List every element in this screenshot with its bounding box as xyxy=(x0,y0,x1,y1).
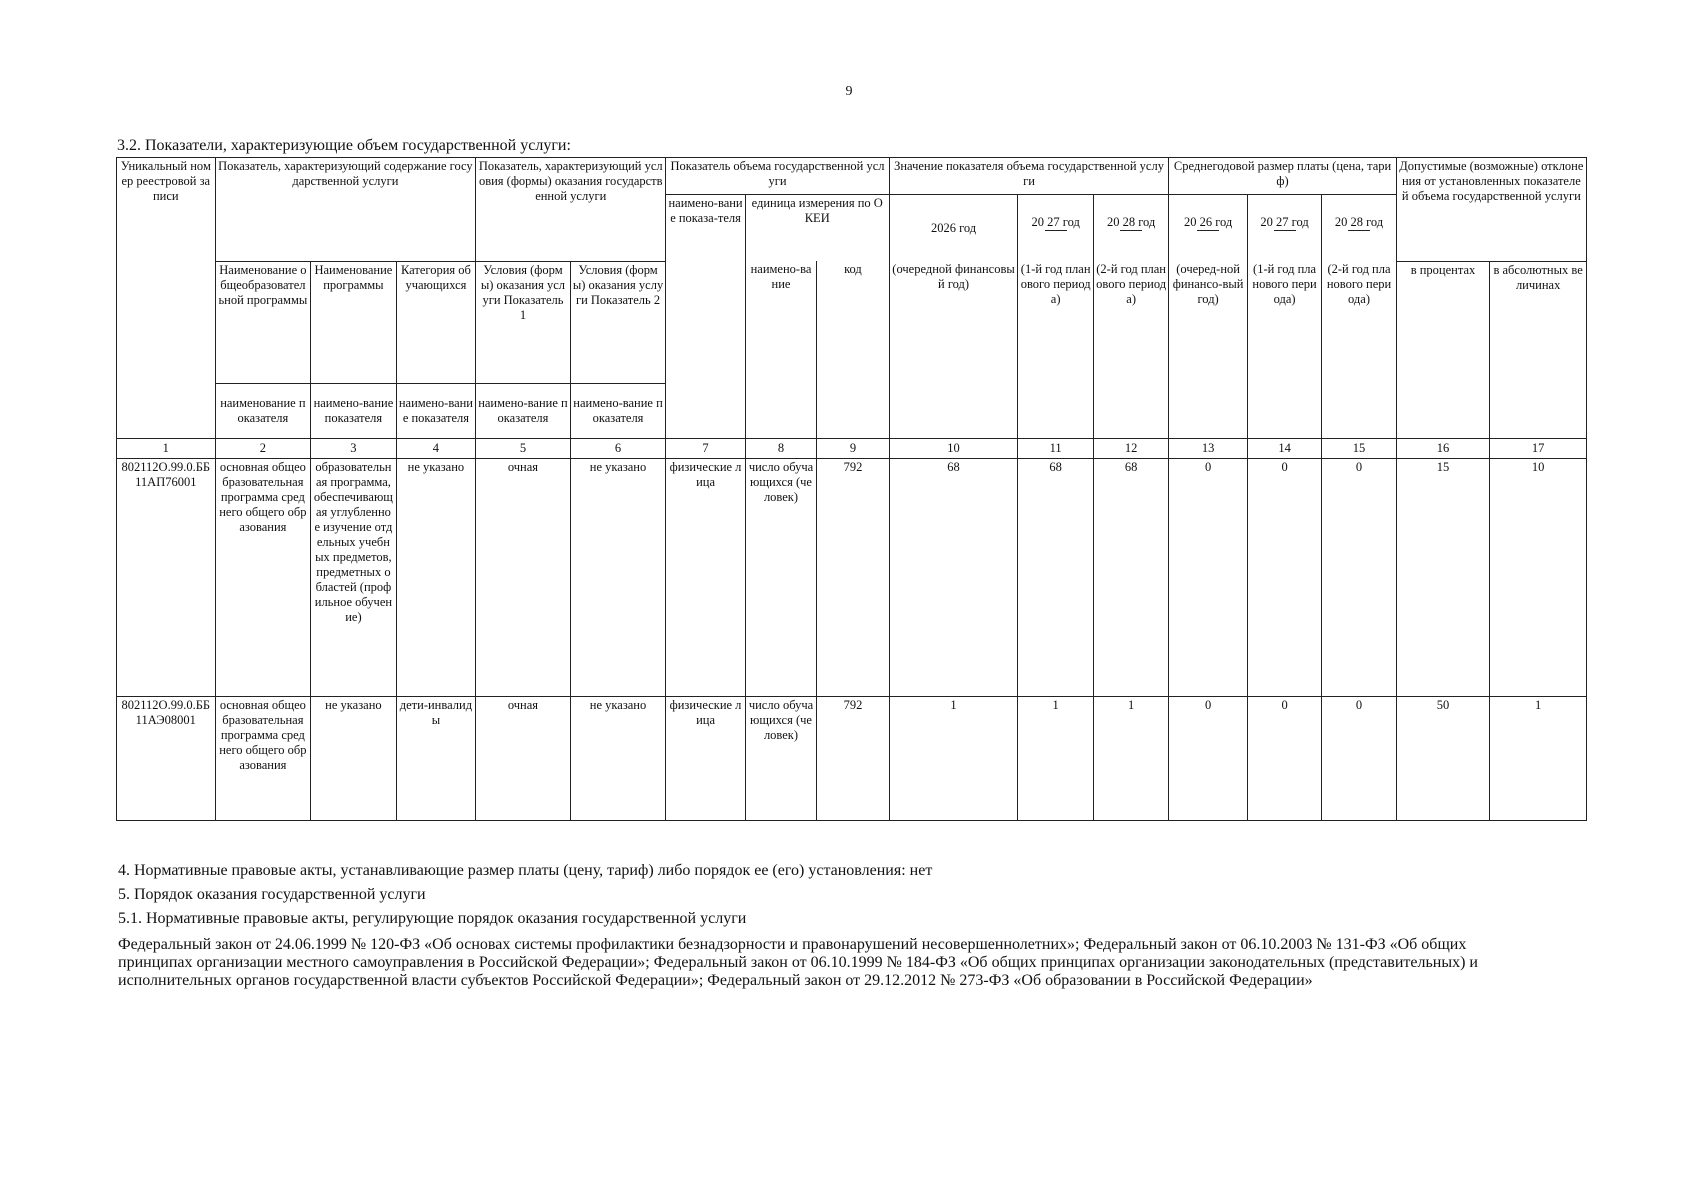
header-fee-plan-2: (2-й год планового периода) xyxy=(1322,261,1396,438)
row-deviation-percent: 15 xyxy=(1396,458,1490,696)
column-number: 14 xyxy=(1247,438,1321,458)
dash xyxy=(1045,230,1067,241)
row-value-2028: 68 xyxy=(1093,458,1168,696)
row-value-2027: 1 xyxy=(1018,696,1093,820)
row-program-name: не указано xyxy=(311,696,397,820)
header-student-category: Категория обучающихся xyxy=(396,261,476,383)
row-category: дети-инвалиды xyxy=(396,696,476,820)
header-name-indicator-3: наимено-вание показателя xyxy=(396,383,476,438)
paragraph-5: 5. Порядок оказания государственной услуги xyxy=(118,886,426,903)
table-row xyxy=(117,696,1587,820)
column-number: 2 xyxy=(215,438,311,458)
column-number: 12 xyxy=(1093,438,1168,458)
header-fee-2026 xyxy=(1169,195,1247,262)
row-condition-2: не указано xyxy=(570,458,666,696)
column-number: 5 xyxy=(476,438,571,458)
row-code: 802112О.99.0.ББ11АП76001 xyxy=(117,458,216,696)
header-name-indicator-5: наимено-вание показателя xyxy=(570,383,666,438)
header-percent: в процентах xyxy=(1396,261,1490,438)
header-okei-name: наимено-вание xyxy=(745,261,816,438)
row-fee-2028: 0 xyxy=(1322,458,1396,696)
header-okei-unit: единица измерения по ОКЕИ xyxy=(745,195,889,262)
header-row-1 xyxy=(117,158,1587,195)
header-condition-1: Условия (формы) оказания услуги Показатель 1 xyxy=(476,261,571,383)
header-deviation: Допустимые (возможные) отклонения от установленных показателей объема государственной услуги xyxy=(1396,158,1586,262)
row-fee-2026: 0 xyxy=(1169,696,1247,820)
header-condition-2: Условия (формы) оказания услуги Показатель 2 xyxy=(570,261,666,383)
row-fee-2027: 0 xyxy=(1247,458,1321,696)
footer-text xyxy=(118,862,1538,996)
dash xyxy=(1274,230,1296,241)
row-program-name: образовательная программа, обеспечивающая углубленное изучение отдельных учебных предметов, предметных областей (профильное обучение) xyxy=(311,458,397,696)
row-deviation-absolute: 10 xyxy=(1490,458,1587,696)
row-value-2027: 68 xyxy=(1018,458,1093,696)
column-number: 1 xyxy=(117,438,216,458)
row-code: 802112О.99.0.ББ11АЭ08001 xyxy=(117,696,216,820)
row-indicator: физические лица xyxy=(666,696,745,820)
row-value-2026: 68 xyxy=(889,458,1018,696)
row-deviation-percent: 50 xyxy=(1396,696,1490,820)
column-number: 8 xyxy=(745,438,816,458)
header-indicator-name: наимено-вание показа-теля xyxy=(666,195,745,439)
row-category: не указано xyxy=(396,458,476,696)
column-number: 11 xyxy=(1018,438,1093,458)
column-number: 4 xyxy=(396,438,476,458)
row-okei-code: 792 xyxy=(817,696,889,820)
row-okei-code: 792 xyxy=(817,458,889,696)
volume-indicators-table xyxy=(116,157,1587,821)
fee-2028-label: 20 28 год xyxy=(1334,215,1384,229)
dash xyxy=(1120,230,1142,241)
header-plan-1: (1-й год планового периода) xyxy=(1018,261,1093,438)
row-program: основная общеобразовательная программа среднего общего образования xyxy=(215,458,311,696)
column-number: 6 xyxy=(570,438,666,458)
column-number-row xyxy=(117,438,1587,458)
header-fee-2027 xyxy=(1247,195,1321,262)
column-number: 10 xyxy=(889,438,1018,458)
fee-2027-label: 20 27 год xyxy=(1260,215,1309,229)
dash xyxy=(1197,230,1219,241)
year-2028-label: 20 28 год xyxy=(1106,215,1156,229)
header-year-2028 xyxy=(1093,195,1168,262)
header-program-name: Наименование программы xyxy=(311,261,397,383)
header-name-indicator-2: наимено-вание показателя xyxy=(311,383,397,438)
row-fee-2026: 0 xyxy=(1169,458,1247,696)
row-program: основная общеобразовательная программа среднего общего образования xyxy=(215,696,311,820)
header-absolute: в абсолютных величинах xyxy=(1490,261,1587,438)
header-row-3 xyxy=(117,261,1587,383)
header-unique-number: Уникальный номер реестровой записи xyxy=(117,158,216,439)
row-value-2026: 1 xyxy=(889,696,1018,820)
row-value-2028: 1 xyxy=(1093,696,1168,820)
page-number: 9 xyxy=(845,84,853,99)
row-unit: число обучающихся (человек) xyxy=(745,458,816,696)
dash xyxy=(1348,230,1370,241)
header-content-indicator: Показатель, характеризующий содержание государственной услуги xyxy=(215,158,476,262)
header-volume-indicator: Показатель объема государственной услуги xyxy=(666,158,889,195)
table-row xyxy=(117,458,1587,696)
paragraph-4: 4. Нормативные правовые акты, устанавливающие размер платы (цену, тариф) либо порядок ее (его) установления: нет xyxy=(118,862,933,879)
column-number: 9 xyxy=(817,438,889,458)
fee-2026-label: 20 26 год xyxy=(1183,215,1233,229)
header-name-indicator-1: наименование показателя xyxy=(215,383,311,438)
header-name-indicator-4: наимено-вание показателя xyxy=(476,383,571,438)
header-current-year: (очередной финансовый год) xyxy=(889,261,1018,438)
header-fee-2028 xyxy=(1322,195,1396,262)
row-form: очная xyxy=(476,696,571,820)
row-indicator: физические лица xyxy=(666,458,745,696)
header-okei-code: код xyxy=(817,261,889,438)
section-title: 3.2. Показатели, характеризующие объем государственной услуги: xyxy=(117,137,571,154)
header-fee-plan-1: (1-й год планового периода) xyxy=(1247,261,1321,438)
header-fee-current: (очеред-ной финансо-вый год) xyxy=(1169,261,1247,438)
column-number: 7 xyxy=(666,438,745,458)
row-unit: число обучающихся (человек) xyxy=(745,696,816,820)
header-condition-indicator: Показатель, характеризующий условия (формы) оказания государственной услуги xyxy=(476,158,666,262)
header-plan-2: (2-й год планового периода) xyxy=(1093,261,1168,438)
row-condition-2: не указано xyxy=(570,696,666,820)
column-number: 15 xyxy=(1322,438,1396,458)
row-fee-2027: 0 xyxy=(1247,696,1321,820)
column-number: 17 xyxy=(1490,438,1587,458)
laws-paragraph: Федеральный закон от 24.06.1999 № 120-ФЗ «Об основах системы профилактики безнадзорности и правонарушений несовершеннолетних»; Федеральный закон от 06.10.2003 № 131-ФЗ «Об общих принципах организации местного самоуправления в Российской Федерации»; Федеральный закон от 06.10.1999 № 184-ФЗ «Об общих принципах организации законодательных (представительных) и исполнительных органов государственной власти субъектов Российской Федерации»; Федеральный закон от 29.12.2012 № 273-ФЗ «Об образовании в Российской Федерации» xyxy=(118,936,1478,989)
year-2027-label: 20 27 год xyxy=(1031,215,1080,229)
header-avg-fee: Среднегодовой размер платы (цена, тариф) xyxy=(1169,158,1396,195)
paragraph-5-1: 5.1. Нормативные правовые акты, регулирующие порядок оказания государственной услуги xyxy=(118,910,747,927)
row-fee-2028: 0 xyxy=(1322,696,1396,820)
header-year-2026: 2026 год xyxy=(889,195,1018,262)
column-number: 3 xyxy=(311,438,397,458)
header-program-edu-name: Наименование общеобразовательной программы xyxy=(215,261,311,383)
column-number: 16 xyxy=(1396,438,1490,458)
row-deviation-absolute: 1 xyxy=(1490,696,1587,820)
header-year-2027 xyxy=(1018,195,1093,262)
column-number: 13 xyxy=(1169,438,1247,458)
header-volume-value: Значение показателя объема государственной услуги xyxy=(889,158,1169,195)
row-form: очная xyxy=(476,458,571,696)
